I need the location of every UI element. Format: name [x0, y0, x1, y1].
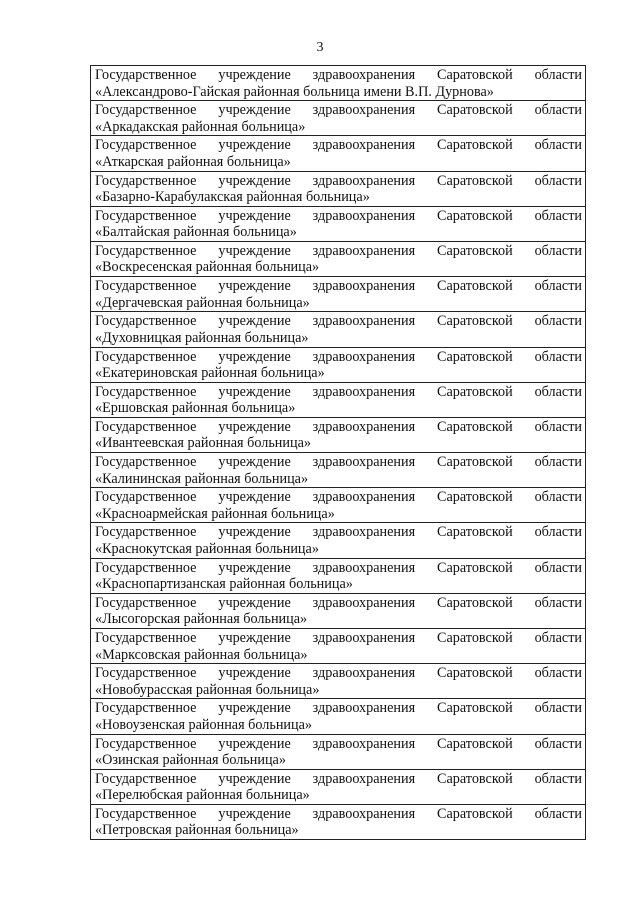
institution-name: «Озинская районная больница» [95, 752, 286, 769]
institution-name: «Новоузенская районная больница» [95, 716, 312, 733]
list-item [91, 523, 585, 558]
institution-prefix: Государственное учреждение здравоохранения Саратовской области [95, 770, 582, 787]
institution-prefix: Государственное учреждение здравоохранения Саратовской области [95, 348, 582, 365]
institution-prefix: Государственное учреждение здравоохранения Саратовской области [95, 418, 582, 435]
institution-name: «Перелюбская районная больница» [95, 787, 310, 804]
institution-prefix: Государственное учреждение здравоохранения Саратовской области [95, 454, 582, 471]
institution-name: «Духовницкая районная больница» [95, 329, 309, 346]
institution-name: «Краснокутская районная больница» [95, 540, 319, 557]
institution-name: «Красноармейская районная больница» [95, 505, 335, 522]
institution-prefix: Государственное учреждение здравоохранения Саратовской области [95, 172, 582, 189]
list-item [91, 629, 585, 664]
institution-name: «Лысогорская районная больница» [95, 611, 308, 628]
list-item [91, 735, 585, 770]
page-number: 3 [316, 40, 324, 55]
institution-name: «Балтайская районная больница» [95, 224, 297, 241]
institution-prefix: Государственное учреждение здравоохранения Саратовской области [95, 313, 582, 330]
institution-prefix: Государственное учреждение здравоохранения Саратовской области [95, 102, 582, 119]
list-item [91, 770, 585, 805]
institution-name: «Базарно-Карабулакская районная больница» [95, 189, 370, 206]
institution-name: «Марксовская районная больница» [95, 646, 308, 663]
list-item [91, 348, 585, 383]
list-item [91, 277, 585, 312]
list-item [91, 699, 585, 734]
list-item [91, 136, 585, 171]
institution-prefix: Государственное учреждение здравоохранения Саратовской области [95, 383, 582, 400]
list-item [91, 453, 585, 488]
list-item [91, 207, 585, 242]
institution-prefix: Государственное учреждение здравоохранения Саратовской области [95, 630, 582, 646]
institution-name: «Петровская районная больница» [95, 822, 299, 839]
institution-name: «Ивантеевская районная больница» [95, 435, 311, 452]
list-item [91, 172, 585, 207]
list-item [91, 664, 585, 699]
institution-prefix: Государственное учреждение здравоохранения Саратовской области [95, 207, 582, 224]
institution-prefix: Государственное учреждение здравоохранения Саратовской области [95, 278, 582, 295]
institution-prefix: Государственное учреждение здравоохранения Саратовской области [95, 137, 582, 154]
institution-name: «Александрово-Гайская районная больница имени В.П. Дурнова» [95, 83, 494, 100]
institution-prefix: Государственное учреждение здравоохранения Саратовской области [95, 524, 582, 541]
institution-prefix: Государственное учреждение здравоохранения Саратовской области [95, 242, 582, 259]
institution-name: «Дергачевская районная больница» [95, 294, 310, 311]
institution-name: «Калининская районная больница» [95, 470, 309, 487]
list-item [91, 242, 585, 277]
institution-name: «Аркадакская районная больница» [95, 118, 306, 135]
institution-prefix: Государственное учреждение здравоохранения Саратовской области [95, 805, 582, 822]
list-item [91, 805, 585, 840]
institutions-list [90, 65, 586, 840]
institution-prefix: Государственное учреждение здравоохранения Саратовской области [95, 594, 582, 611]
institution-prefix: Государственное учреждение здравоохранения Саратовской области [95, 489, 582, 506]
list-item [91, 312, 585, 347]
list-item [91, 559, 585, 594]
list-item [91, 488, 585, 523]
institution-name: «Аткарская районная больница» [95, 153, 291, 170]
list-item [91, 101, 585, 136]
list-item [91, 418, 585, 453]
institution-name: «Новобурасская районная больница» [95, 681, 320, 698]
institution-name: «Ершовская районная больница» [95, 400, 296, 417]
list-item [91, 383, 585, 418]
institution-prefix: Государственное учреждение здравоохранения Саратовской области [95, 559, 582, 576]
institution-prefix: Государственное учреждение здравоохранения Саратовской области [95, 700, 582, 717]
institution-name: «Воскресенская районная больница» [95, 259, 320, 276]
institution-name: «Краснопартизанская районная больница» [95, 576, 353, 593]
list-item [91, 594, 585, 629]
institution-name: «Екатериновская районная больница» [95, 365, 325, 381]
institution-prefix: Государственное учреждение здравоохранения Саратовской области [95, 665, 582, 682]
list-item [91, 66, 585, 101]
institution-prefix: Государственное учреждение здравоохранения Саратовской области [95, 735, 582, 752]
institution-prefix: Государственное учреждение здравоохранения Саратовской области [95, 67, 582, 83]
